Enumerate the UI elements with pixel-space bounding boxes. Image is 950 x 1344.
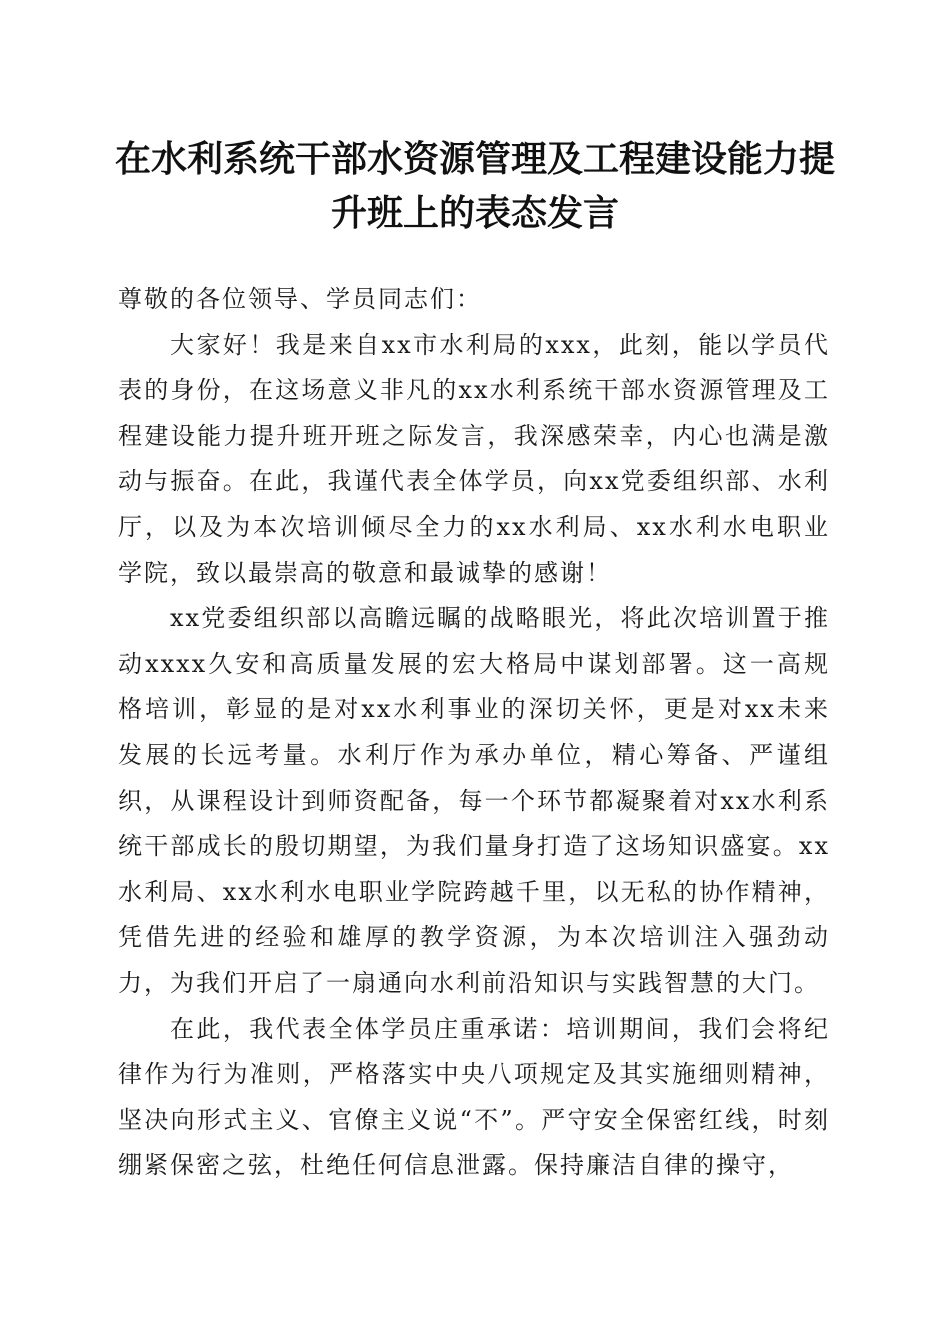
paragraph: 在此，我代表全体学员庄重承诺：培训期间，我们会将纪律作为行为准则，严格落实中央八项规定及其实施细则精神，坚决向形式主义、官僚主义说“不”。严守安全保密红线，时刻绷紧保密之弦，杜绝任何信息泄露。保持廉洁自律的操守，	[118, 1014, 830, 1180]
paragraph: xx党委组织部以高瞻远瞩的战略眼光，将此次培训置于推动xxxx久安和高质量发展的宏大格局中谋划部署。这一高规格培训，彰显的是对xx水利事业的深切关怀，更是对xx未来发展的长远考量。水利厅作为承办单位，精心筹备、严谨组织，从课程设计到师资配备，每一个环节都凝聚着对xx水利系统干部成长的殷切期望，为我们量身打造了这场知识盛宴。xx水利局、xx水利水电职业学院跨越千里，以无私的协作精神，凭借先进的经验和雄厚的教学资源，为本次培训注入强劲动力，为我们开启了一扇通向水利前沿知识与实践智慧的大门。	[118, 604, 830, 997]
document-title: 在水利系统干部水资源管理及工程建设能力提升班上的表态发言	[114, 138, 835, 234]
salutation: 尊敬的各位领导、学员同志们：	[118, 285, 482, 313]
paragraph: 大家好！我是来自xx市水利局的xxx，此刻，能以学员代表的身份，在这场意义非凡的xx水利系统干部水资源管理及工程建设能力提升班开班之际发言，我深感荣幸，内心也满是激动与振奋。在此，我谨代表全体学员，向xx党委组织部、水利厅，以及为本次培训倾尽全力的xx水利局、xx水利水电职业学院，致以最崇高的敬意和最诚挚的感谢！	[118, 330, 830, 587]
document-body	[118, 277, 830, 1189]
